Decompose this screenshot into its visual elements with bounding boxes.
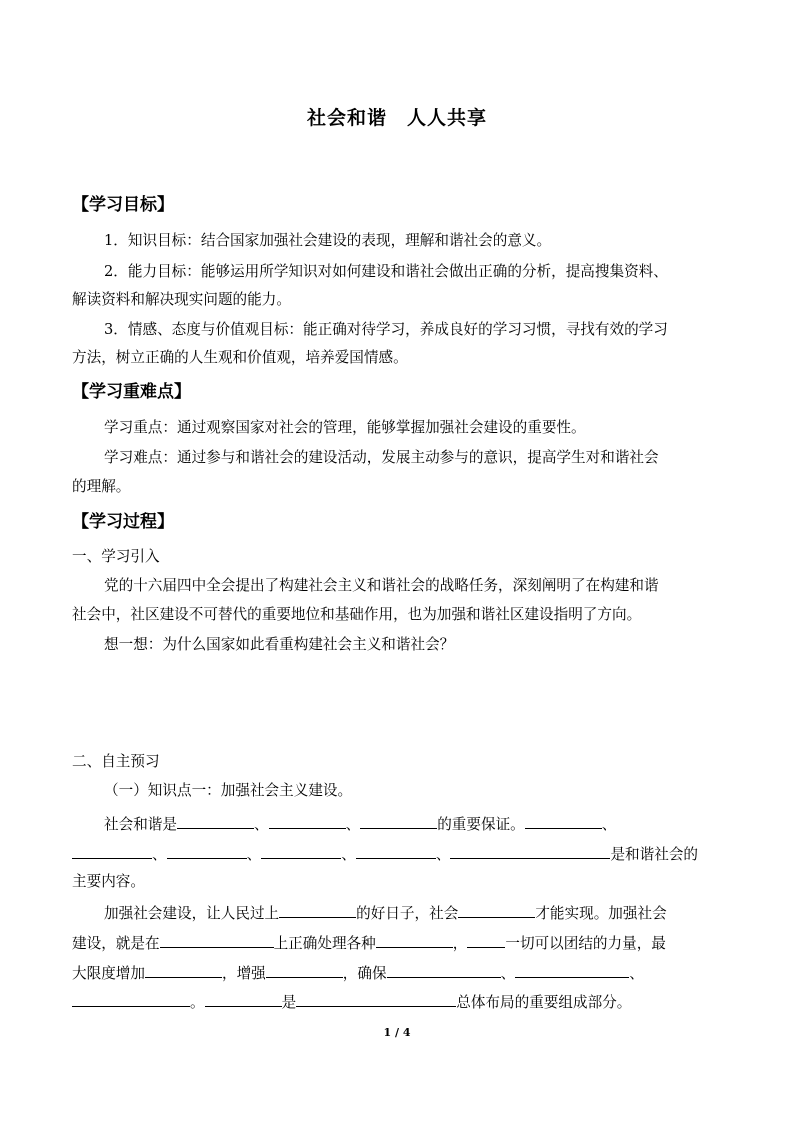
answer-blank[interactable] <box>525 813 602 829</box>
answer-blank[interactable] <box>376 932 453 948</box>
fill-line-1: 社会和谐是 、 、 的重要保证。 、 <box>104 813 616 835</box>
page-number: 1 / 4 <box>383 1026 411 1039</box>
answer-blank[interactable] <box>279 902 356 918</box>
section-heading-process: 【学习过程】 <box>72 512 174 532</box>
intro-text-line-1: 党的十六届四中全会提出了构建社会主义和谐社会的战略任务，深刻阐明了在构建和谐 <box>104 577 659 594</box>
difficult-point-continued: 的理解。 <box>72 478 131 495</box>
goal-item-3: 3．情感、态度与价值观目标：能正确对待学习，养成良好的学习习惯，寻找有效的学习 <box>104 321 668 338</box>
think-question: 想一想：为什么国家如此看重构建社会主义和谐社会？ <box>104 636 455 653</box>
answer-blank[interactable] <box>356 843 436 859</box>
answer-blank[interactable] <box>167 843 247 859</box>
answer-blank[interactable] <box>515 962 629 978</box>
fill-line-5: 大限度增加 ，增强 ，确保 、 、 <box>72 962 644 984</box>
goal-item-3-continued: 方法，树立正确的人生观和价值观，培养爱国情感。 <box>72 349 408 366</box>
answer-blank[interactable] <box>269 813 346 829</box>
goal-item-2-continued: 解读资料和解决现实问题的能力。 <box>72 291 291 308</box>
answer-blank[interactable] <box>296 991 456 1007</box>
answer-blank[interactable] <box>72 991 190 1007</box>
fill-line-3: 加强社会建设，让人民过上 的好日子，社会 才能实现。加强社会 <box>104 902 667 924</box>
answer-blank[interactable] <box>177 813 254 829</box>
answer-blank[interactable] <box>72 843 152 859</box>
page-title: 社会和谐 人人共享 <box>306 107 487 129</box>
fill-line-2: 、 、 、 、 是和谐社会的 <box>72 843 698 865</box>
answer-blank[interactable] <box>205 991 282 1007</box>
answer-blank[interactable] <box>450 843 610 859</box>
intro-title: 一、学习引入 <box>72 548 160 565</box>
preview-title: 二、自主预习 <box>72 753 160 770</box>
section-heading-goals: 【学习目标】 <box>72 195 174 215</box>
answer-blank[interactable] <box>145 962 222 978</box>
answer-blank[interactable] <box>387 962 501 978</box>
goal-item-1: 1．知识目标：结合国家加强社会建设的表现，理解和谐社会的意义。 <box>104 232 552 249</box>
key-point: 学习重点：通过观察国家对社会的管理，能够掌握加强社会建设的重要性。 <box>104 419 586 436</box>
answer-blank[interactable] <box>160 932 274 948</box>
knowledge-point-title: （一）知识点一：加强社会主义建设。 <box>104 782 353 799</box>
fill-line-6: 。 是 总体布局的重要组成部分。 <box>72 991 631 1013</box>
answer-blank[interactable] <box>458 902 535 918</box>
fill-line-2-continued: 主要内容。 <box>72 873 145 890</box>
answer-blank[interactable] <box>261 843 341 859</box>
answer-blank[interactable] <box>467 932 505 948</box>
difficult-point: 学习难点：通过参与和谐社会的建设活动，发展主动参与的意识，提高学生对和谐社会 <box>104 449 659 466</box>
intro-text-line-2: 社会中，社区建设不可替代的重要地位和基础作用，也为加强和谐社区建设指明了方向。 <box>72 606 642 623</box>
answer-blank[interactable] <box>266 962 343 978</box>
answer-blank[interactable] <box>360 813 437 829</box>
section-heading-key-points: 【学习重难点】 <box>72 382 191 402</box>
goal-item-2: 2．能力目标：能够运用所学知识对如何建设和谐社会做出正确的分析，提高搜集资料、 <box>104 263 668 280</box>
fill-line-4: 建设，就是在 上正确处理各种 ， 一切可以团结的力量，最 <box>72 932 666 954</box>
